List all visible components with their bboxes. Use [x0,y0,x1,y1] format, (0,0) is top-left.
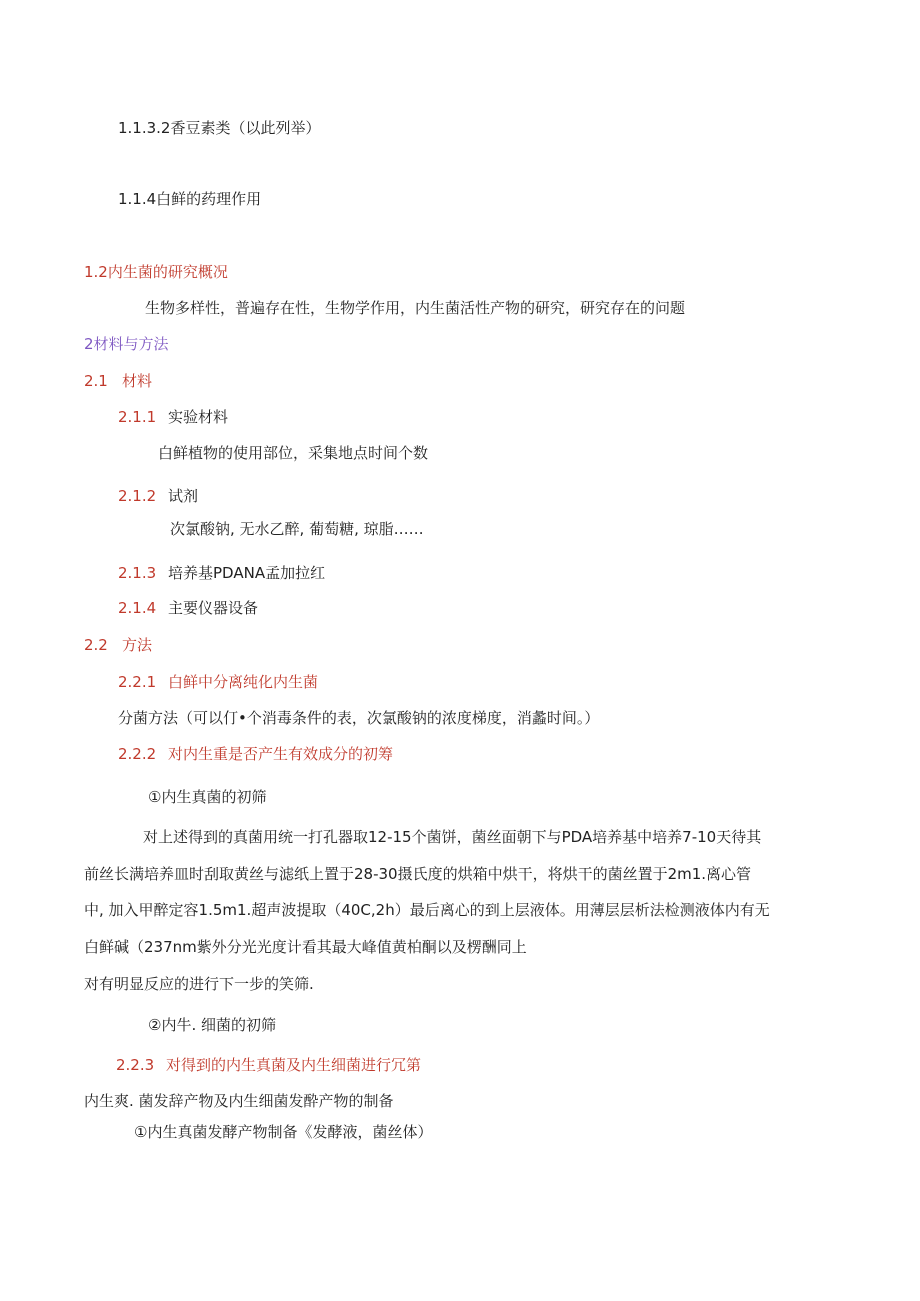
heading-text: 白鲜中分离纯化内生菌 [168,673,319,691]
heading-number: 2.2.3 [116,1056,155,1074]
heading-text: 对内生重是否产生有效成分的初筹 [168,745,394,763]
heading-1-2: 1.2内生菌的研究概况 [84,263,228,281]
heading-number: 2.1 [84,372,108,390]
heading-number: 2.1.3 [118,564,157,582]
heading-2-1-3 [118,563,325,583]
heading-number: 2.1.1 [118,408,157,426]
heading-2-1 [84,371,152,391]
heading-1-1-4: 1.1.4白鲜的药理作用 [118,190,262,208]
paragraph-2-1-1: 白鲜植物的使用部位，采集地点时间个数 [158,444,429,462]
heading-text: 材料 [122,372,153,390]
paragraph-2-1-2: 次氯酸钠, 无水乙醉, 葡萄糖, 琼脂…… [170,520,424,538]
heading-text: 主要仪器设备 [168,599,259,617]
heading-number: 2.1.4 [118,599,157,617]
paragraph-line-4: 白鲜碱（237nm紫外分光光度计看其最大峰值黄柏酮以及楞酬同上 [84,938,527,956]
heading-2-2-2 [118,744,393,764]
heading-text: 对得到的内生真菌及内生细菌进行冗第 [166,1056,422,1074]
subheading-bacteria-screening: ②内牛. 细菌的初筛 [148,1016,276,1034]
heading-2-1-1 [118,407,228,427]
heading-text: 培养基PDANA孟加拉红 [168,564,326,582]
heading-number: 2.2.2 [118,745,157,763]
paragraph-line-2: 前丝长满培养皿时刮取黄丝与滤纸上置于28-30摄氏度的烘箱中烘干，将烘干的菌丝置于2m1.离心管 [84,865,752,883]
heading-2-1-4 [118,598,258,618]
heading-2-2 [84,635,152,655]
heading-2-2-3 [116,1055,421,1075]
heading-text: 试剂 [168,487,199,505]
paragraph-line-1: 对上述得到的真菌用统一打孔器取12-15个菌饼，菌丝面朝下与PDA培养基中培养7-10天待其 [143,828,762,846]
heading-number: 2.1.2 [118,487,157,505]
heading-number: 2.2.1 [118,673,157,691]
paragraph-2-2-1: 分菌方法（可以仃•个消毒条件的表，次氯酸钠的浓度梯度，消蠡时间。） [118,709,600,727]
heading-2-2-1 [118,672,318,692]
paragraph-1-2: 生物多样性，普遍存在性，生物学作用，内生菌活性产物的研究，研究存在的问题 [145,299,686,317]
heading-number: 2.2 [84,636,108,654]
heading-2-1-2 [118,486,198,506]
subheading-fungi-fermentation: ①内生真菌发酵产物制备《发酵液，菌丝体） [134,1123,433,1141]
paragraph-line-3: 中, 加入甲醉定容1.5m1.超声波提取（40C,2h）最后离心的到上层液体。用薄层层析法检测液体内有无 [84,901,770,919]
paragraph-line-5: 对有明显反应的进行下一步的笑筛. [84,975,314,993]
heading-text: 方法 [122,636,153,654]
heading-text: 实验材料 [168,408,229,426]
paragraph-2-2-3: 内生爽. 菌发辞产物及内生细菌发酔产物的制备 [84,1092,394,1110]
heading-1-1-3-2: 1.1.3.2香豆素类（以此列举） [118,119,321,137]
subheading-fungi-screening: ①内生真菌的初筛 [148,788,267,806]
heading-2: 2材料与方法 [84,335,169,353]
